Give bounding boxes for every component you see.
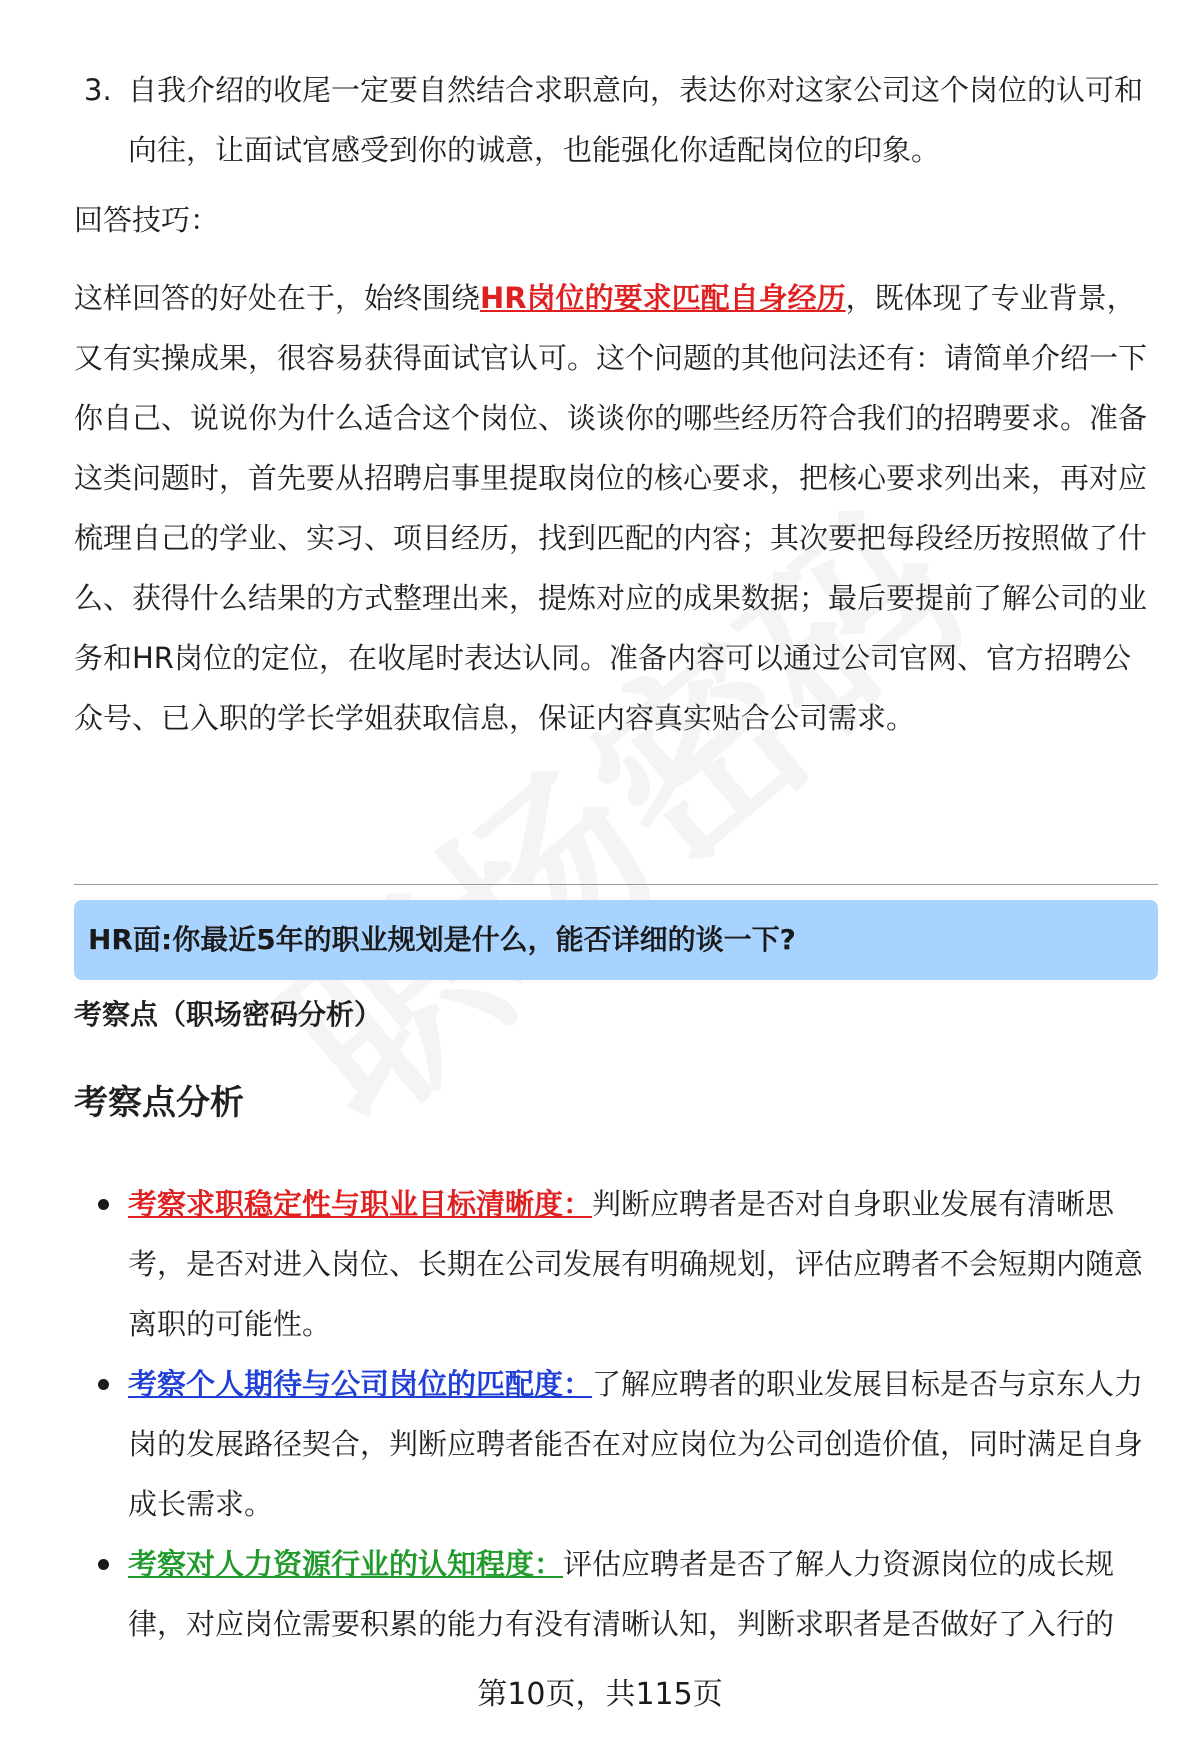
bullet-item	[74, 1534, 1158, 1654]
bullet-dot-icon	[98, 1199, 109, 1210]
tips-text-before: 这样回答的好处在于，始终围绕	[74, 281, 481, 315]
list-number: 3.	[84, 73, 112, 107]
section-divider	[74, 884, 1158, 885]
analysis-heading: 考察点分析	[74, 1083, 244, 1123]
point-text: 自我介绍的收尾一定要自然结合求职意向，表达你对这家公司这个岗位的认可和向往，让面试官感受到你的诚意，也能强化你适配岗位的印象。	[128, 73, 1144, 167]
bullet-dot-icon	[98, 1559, 109, 1570]
bullet-text: 判断应聘者是否对自身职业发展有清晰思考，是否对进入岗位、长期在公司发展有明确规划，评估应聘者不会短期内随意离职的可能性。	[128, 1187, 1144, 1341]
subheading: 考察点（职场密码分析）	[74, 998, 383, 1031]
page-footer: 第10页，共115页	[477, 1677, 723, 1712]
bullet-label: 考察求职稳定性与职业目标清晰度：	[128, 1187, 593, 1221]
tips-text-after: ，既体现了专业背景，又有实操成果，很容易获得面试官认可。这个问题的其他问法还有：请简单介绍一下你自己、说说你为什么适合这个岗位、谈谈你的哪些经历符合我们的招聘要求。准备这类问题时，首先要从招聘启事里提取岗位的核心要求，把核心要求列出来，再对应梳理自己的学业、实习、项目经历，找到匹配的内容；其次要把每段经历按照做了什么、获得什么结果的方式整理出来，提炼对应的成果数据；最后要提前了解公司的业务和HR岗位的定位，在收尾时表达认同。准备内容可以通过公司官网、官方招聘公众号、已入职的学长学姐获取信息，保证内容真实贴合公司需求。	[74, 281, 1148, 735]
bullet-label: 考察个人期待与公司岗位的匹配度：	[128, 1367, 593, 1401]
bullet-text: 了解应聘者的职业发展目标是否与京东人力岗的发展路径契合，判断应聘者能否在对应岗位为公司创造价值，同时满足自身成长需求。	[128, 1367, 1144, 1521]
bullet-text: 评估应聘者是否了解人力资源岗位的成长规律，对应岗位需要积累的能力有没有清晰认知，判断求职者是否做好了入行的	[128, 1547, 1115, 1641]
tips-heading: 回答技巧：	[74, 203, 220, 237]
question-box: HR面:你最近5年的职业规划是什么，能否详细的谈一下?	[74, 900, 1158, 980]
tips-paragraph	[74, 268, 1154, 748]
bullet-item	[74, 1354, 1158, 1534]
bullet-dot-icon	[98, 1379, 109, 1390]
tips-highlight: HR岗位的要求匹配自身经历	[480, 281, 846, 315]
bullet-list	[74, 1174, 1158, 1654]
bullet-item	[74, 1174, 1158, 1354]
bullet-label: 考察对人力资源行业的认知程度：	[128, 1547, 564, 1581]
numbered-point-3	[84, 60, 1144, 180]
